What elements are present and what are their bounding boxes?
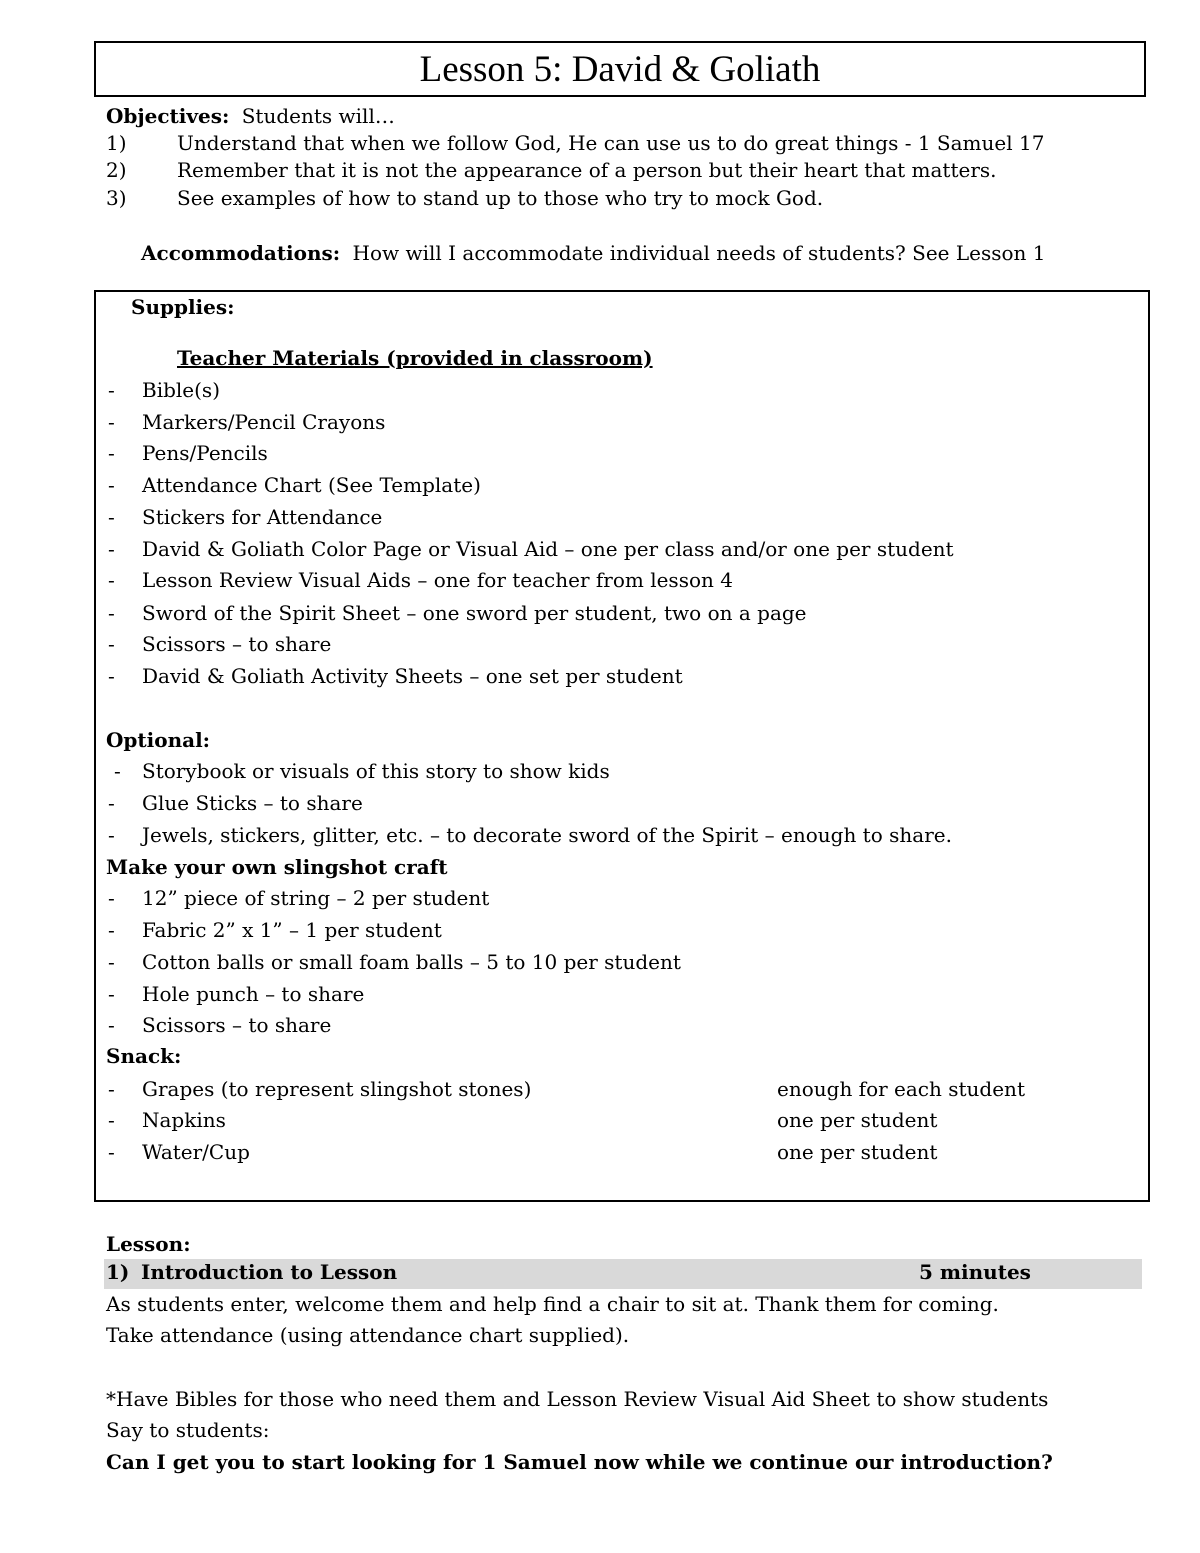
slingshot-item: Fabric 2” x 1” – 1 per student: [142, 918, 442, 942]
objectives-line: [106, 104, 395, 128]
teacher-materials-heading: Teacher Materials (provided in classroom): [177, 346, 653, 370]
list-dash: -: [108, 378, 115, 402]
objective-number: 2): [106, 158, 127, 182]
list-dash: -: [108, 1140, 115, 1164]
teacher-item: Markers/Pencil Crayons: [142, 410, 386, 434]
list-dash: -: [108, 1077, 115, 1101]
optional-item: Storybook or visuals of this story to show kids: [142, 759, 610, 783]
objective-number: 1): [106, 131, 127, 155]
lesson-label: Lesson:: [106, 1232, 191, 1256]
slingshot-item: Hole punch – to share: [142, 982, 365, 1006]
section-number: 1): [106, 1260, 130, 1284]
accommodations-text: How will I accommodate individual needs of students? See Lesson 1: [352, 241, 1046, 265]
teacher-item: Bible(s): [142, 378, 220, 402]
list-dash: -: [108, 982, 115, 1006]
objectives-intro: Students will…: [241, 104, 395, 128]
teacher-item: Stickers for Attendance: [142, 505, 383, 529]
list-dash: -: [108, 473, 115, 497]
slingshot-item: Scissors – to share: [142, 1013, 332, 1037]
objective-number: 3): [106, 186, 127, 210]
objective-text: See examples of how to stand up to those who try to mock God.: [177, 186, 824, 210]
teacher-item: Scissors – to share: [142, 632, 332, 656]
optional-label: Optional:: [106, 728, 211, 752]
teacher-item: David & Goliath Color Page or Visual Aid – one per class and/or one per student: [142, 537, 954, 561]
list-dash: -: [108, 664, 115, 688]
snack-label: Snack:: [106, 1044, 182, 1068]
slingshot-item: 12” piece of string – 2 per student: [142, 886, 490, 910]
teacher-item: Pens/Pencils: [142, 441, 268, 465]
objectives-label: Objectives:: [106, 104, 230, 128]
list-dash: -: [108, 441, 115, 465]
lesson-line: Take attendance (using attendance chart supplied).: [106, 1323, 630, 1347]
teacher-item: Attendance Chart (See Template): [142, 473, 481, 497]
snack-qty: one per student: [777, 1108, 938, 1132]
supplies-label: Supplies:: [131, 295, 235, 319]
list-dash: -: [108, 1108, 115, 1132]
objective-text: Remember that it is not the appearance of a person but their heart that matters.: [177, 158, 997, 182]
teacher-item: Lesson Review Visual Aids – one for teacher from lesson 4: [142, 568, 733, 592]
snack-qty: enough for each student: [777, 1077, 1025, 1101]
slingshot-item: Cotton balls or small foam balls – 5 to 10 per student: [142, 950, 681, 974]
list-dash: -: [108, 505, 115, 529]
snack-item: Grapes (to represent slingshot stones): [142, 1077, 532, 1101]
lesson-line: As students enter, welcome them and help find a chair to sit at. Thank them for coming.: [106, 1292, 999, 1316]
page-title: Lesson 5: David & Goliath: [94, 41, 1146, 97]
list-dash: -: [108, 918, 115, 942]
section-title: Introduction to Lesson: [141, 1260, 398, 1284]
teacher-item: David & Goliath Activity Sheets – one set per student: [142, 664, 683, 688]
lesson-line: *Have Bibles for those who need them and Lesson Review Visual Aid Sheet to show students: [106, 1387, 1049, 1411]
optional-item: Jewels, stickers, glitter, etc. – to decorate sword of the Spirit – enough to share.: [142, 823, 952, 847]
list-dash: -: [108, 823, 115, 847]
teacher-item: Sword of the Spirit Sheet – one sword per student, two on a page: [142, 601, 807, 625]
list-dash: -: [108, 950, 115, 974]
snack-item: Napkins: [142, 1108, 226, 1132]
list-dash: -: [108, 632, 115, 656]
snack-item: Water/Cup: [142, 1140, 250, 1164]
optional-item: Glue Sticks – to share: [142, 791, 363, 815]
list-dash: -: [108, 791, 115, 815]
accommodations-line: [141, 241, 1046, 265]
list-dash: -: [108, 1013, 115, 1037]
objective-text: Understand that when we follow God, He can use us to do great things - 1 Samuel 17: [177, 131, 1045, 155]
slingshot-label: Make your own slingshot craft: [106, 855, 448, 879]
list-dash: -: [114, 759, 121, 783]
lesson-line: Say to students:: [106, 1418, 270, 1442]
accommodations-label: Accommodations:: [141, 241, 341, 265]
lesson-question: Can I get you to start looking for 1 Samuel now while we continue our introduction?: [106, 1450, 1053, 1474]
list-dash: -: [108, 410, 115, 434]
list-dash: -: [108, 568, 115, 592]
list-dash: -: [108, 886, 115, 910]
snack-qty: one per student: [777, 1140, 938, 1164]
section-time: 5 minutes: [919, 1260, 1031, 1284]
list-dash: -: [108, 601, 115, 625]
list-dash: -: [108, 537, 115, 561]
